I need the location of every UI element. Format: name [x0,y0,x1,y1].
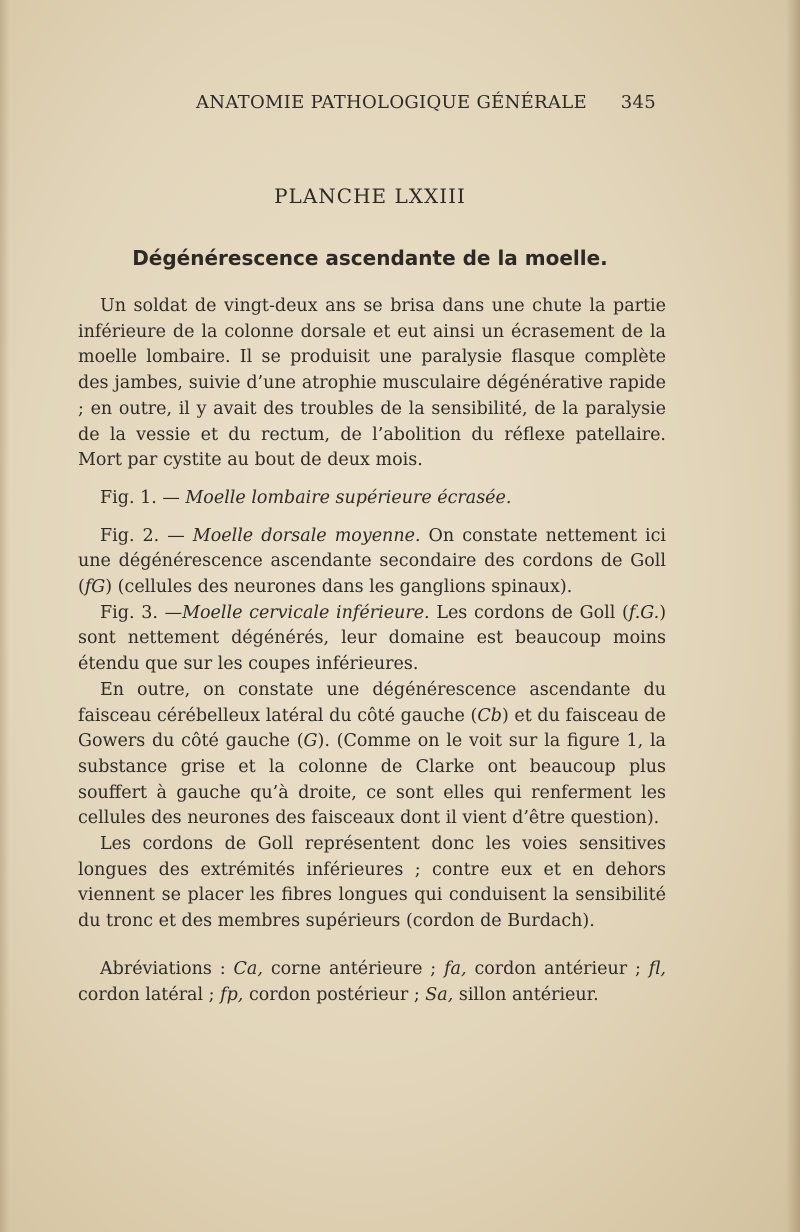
figure-2-label: Fig. 2. — [100,525,193,546]
abbr-ca: Ca, [233,958,263,979]
running-head [196,92,656,116]
paragraph-cordons-goll: Les cordons de Goll représentent donc les voies sensitives longues des extrémités inférieures ; contre eux et en dehors viennent se placer les fibres longues qui conduisent la sensibilité du tronc et des membres supérieurs (cordon de Burdach). [78,834,666,932]
figure-3-label: Fig. 3. — [100,602,183,623]
paragraph-en-outre-text-b: ) et du faisceau de Gowers du côté gauche ( [78,705,666,752]
figure-3-title: Moelle cervicale inférieure. [182,602,430,623]
page-number: 345 [620,92,656,113]
page-edge-shadow [786,0,800,1232]
abbr-fl-definition: cordon latéral ; [78,984,221,1005]
abbr-fp: fp, [220,984,244,1005]
paragraph-en-outre-text-c: ). (Comme on le voit sur la figure 1, la substance grise et la colonne de Clarke ont beaucoup plus souffert à gauche qu’à droite, ce sont elles qui renferment les cellules des neurones des faisceaux dont il vient d’être question). [78,731,666,829]
case-paragraph: Un soldat de vingt-deux ans se brisa dans une chute la partie inférieure de la colonne dorsale et eut ainsi un écrasement de la moelle lombaire. Il se produisit une paralysie flasque complète des jambes, suivie d’une atrophie musculaire dégénérative rapide ; en outre, il y avait des troubles de la sensibilité, de la paralysie de la vessie et du rectum, de l’abolition du réflexe patellaire. Mort par cystite au bout de deux mois. [78,296,666,471]
figure-1-caption [78,486,666,512]
paragraph-en-outre-text-a: En outre, on constate une dégénérescence ascendante du faisceau cérébelleux latéral du côté gauche ( [78,679,666,726]
abbreviations-prefix: Abréviations : [100,958,234,979]
figure-1-title: Moelle lombaire supérieure écrasée. [185,487,512,508]
figure-2-text-a: On constate nettement ici une dégénérescence ascendante secondaire des cordons de Goll ( [78,525,667,598]
abbr-sa-definition: sillon antérieur. [453,984,599,1005]
figure-1-label: Fig. 1. — [100,487,186,508]
abbr-fp-definition: cordon postérieur ; [243,984,426,1005]
section-title: Dégénérescence ascendante de la moelle. [132,246,608,270]
abbreviations [78,957,666,1008]
abbr-g: G [303,731,318,752]
abbr-fl: fl, [648,958,666,979]
abbr-fa-definition: cordon antérieur ; [466,958,649,979]
plate-title: PLANCHE LXXIII [274,184,466,208]
abbr-sa: Sa, [425,984,454,1005]
figure-3-abbr: f.G. [628,602,660,623]
abbr-cb: Cb [477,705,502,726]
abbr-ca-definition: corne antérieure ; [262,958,445,979]
figure-3-text-a: Les cordons de Goll ( [429,602,629,623]
figure-3-text-b: ) sont nettement dégénérés, leur domaine est beaucoup moins étendu que sur les coupes inférieures. [78,602,667,675]
figure-2-title: Moelle dorsale moyenne. [192,525,421,546]
paragraph-en-outre [78,678,666,832]
figure-2-caption [78,524,666,601]
body-text [78,294,666,1008]
abbr-fa: fa, [444,958,467,979]
figure-3-caption [78,601,666,678]
running-title: ANATOMIE PATHOLOGIQUE GÉNÉRALE [196,92,587,113]
figure-2-abbr: fG [84,577,106,598]
figure-2-text-b: ) (cellules des neurones dans les ganglions spinaux). [105,577,573,598]
